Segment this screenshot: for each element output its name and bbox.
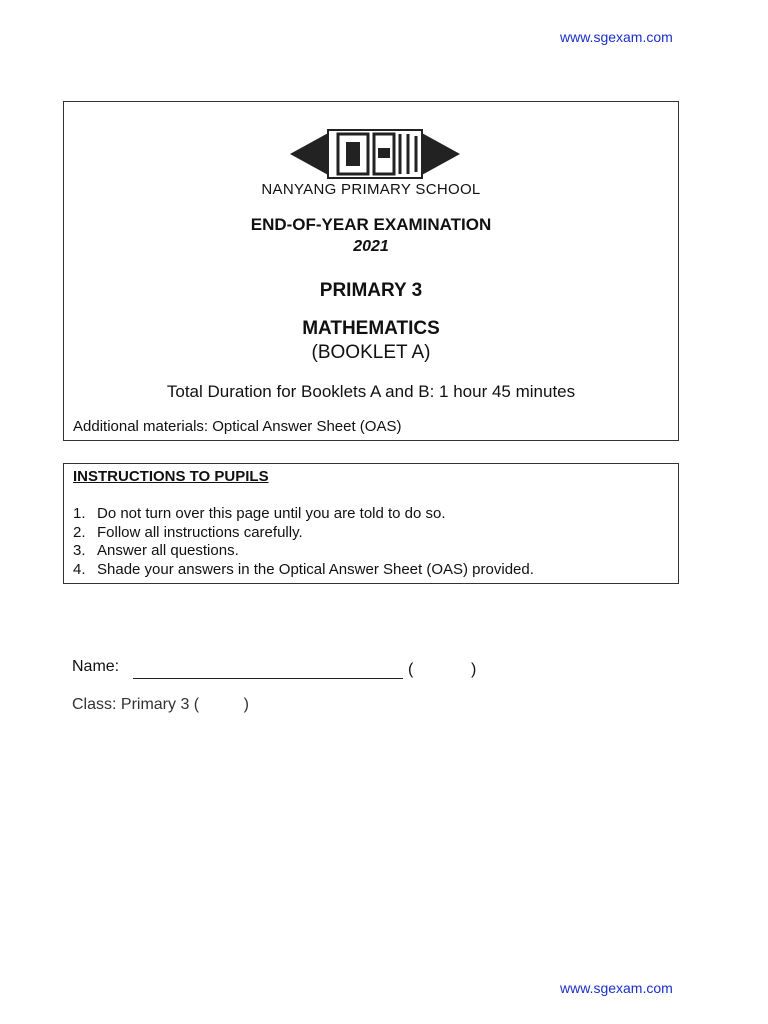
instructions-list (73, 505, 534, 579)
item-text: Answer all questions. (97, 542, 239, 559)
register-number-open: ( (408, 661, 414, 678)
list-item (73, 542, 534, 561)
watermark-top: www.sgexam.com (560, 29, 673, 45)
name-field-line[interactable] (133, 678, 403, 679)
duration-text: Total Duration for Booklets A and B: 1 hour 45 minutes (166, 382, 576, 401)
school-crest-icon (290, 124, 460, 184)
item-number: 3. (73, 542, 86, 559)
item-text: Follow all instructions carefully. (97, 523, 303, 541)
exam-year: 2021 (353, 238, 389, 255)
item-number: 1. (73, 505, 86, 522)
exam-title: END-OF-YEAR EXAMINATION (250, 215, 492, 234)
list-item (73, 524, 534, 543)
item-text: Do not turn over this page until you are told to do so. (97, 505, 446, 522)
class-label: Class: Primary 3 ( ) (72, 696, 249, 713)
school-name: NANYANG PRIMARY SCHOOL (261, 181, 481, 198)
item-text: Shade your answers in the Optical Answer Sheet (OAS) provided. (97, 560, 534, 578)
materials-text: Additional materials: Optical Answer Sheet (OAS) (73, 418, 402, 435)
list-item (73, 505, 534, 524)
level-title: PRIMARY 3 (319, 280, 423, 301)
register-number-close: ) (471, 661, 477, 678)
instructions-title: INSTRUCTIONS TO PUPILS (73, 468, 269, 485)
watermark-bottom: www.sgexam.com (560, 980, 673, 996)
item-number: 2. (73, 523, 86, 541)
subject-title: MATHEMATICS (302, 318, 440, 339)
list-item (73, 561, 534, 580)
item-number: 4. (73, 560, 86, 578)
name-label: Name: (72, 658, 120, 675)
booklet-title: (BOOKLET A) (311, 342, 431, 363)
